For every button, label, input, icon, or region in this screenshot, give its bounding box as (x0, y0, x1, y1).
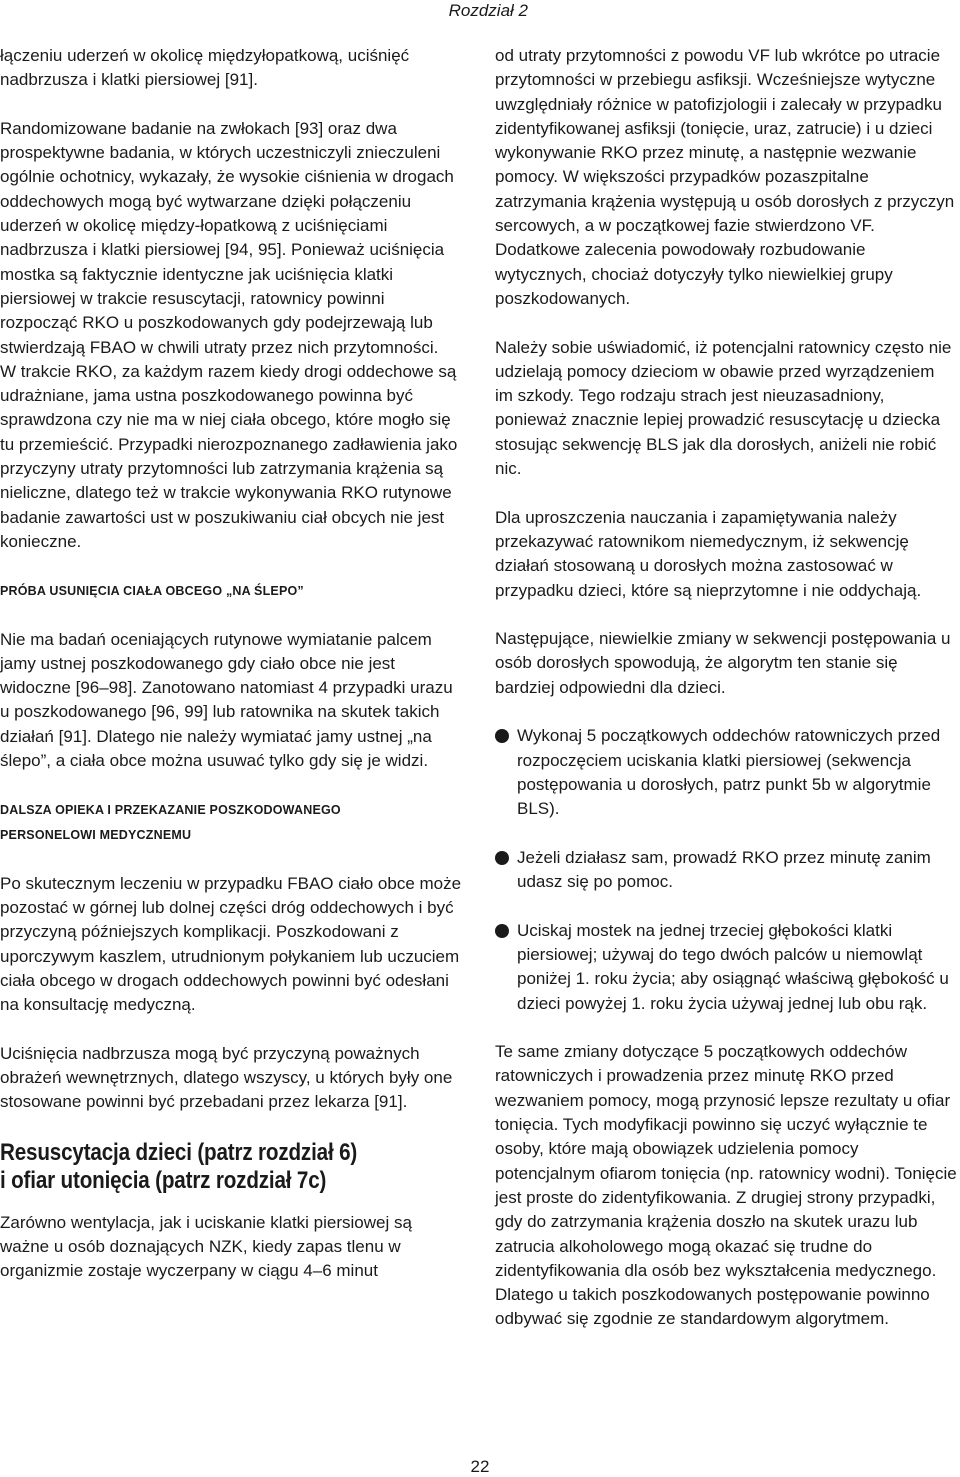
paragraph: W trakcie RKO, za każdym razem kiedy drogi oddechowe są udrażniane, jama ustna poszkodowanego powinna być sprawdzona czy nie ma w niej ciała obcego, które mogło się tu przemieścić. Przypadki nierozpoznanego zadławienia jako przyczyny utraty przytomności lub zatrzymania krążenia są nieliczne, dlatego też w trakcie wykonywania RKO rutynowe badanie zawartości ust w poszukiwaniu ciał obcych nie jest konieczne. (0, 361, 458, 551)
subheading-blind-sweep: PRÓBA USUNIĘCIA CIAŁA OBCEGO „NA ŚLEPO” (0, 583, 304, 598)
list-item-text: Wykonaj 5 początkowych oddechów ratowniczych przed rozpoczęciem uciskania klatki piersiowej (sekwencja postępowania u dorosłych, patrz punkt 5b w algorytmie BLS). (517, 726, 941, 819)
section-title-line: i ofiar utonięcia (patrz rozdział 7c) (0, 1166, 327, 1194)
paragraph: Randomizowane badanie na zwłokach [93] oraz dwa prospektywne badania, w których uczestniczyli znieczuleni ogólnie ochotnicy, wykazały, że wysokie ciśnienia w drogach oddechowych mogą być wytwarzane dzięki połączeniu uderzeń w okolicę między-łopatkową z uciśnięciami nadbrzusza i klatki piersiowej [94, 95]. Ponieważ uciśnięcia mostka są faktycznie identyczne jak uciśnięcia klatki piersiowej w trakcie resuscytacji, ratownicy powinni rozpocząć RKO u poszkodowanych gdy podejrzewają lub stwierdzają FBAO w chwili utraty przez nich przytomności. (0, 118, 454, 357)
left-column (0, 44, 462, 1308)
paragraph: od utraty przytomności z powodu VF lub wkrótce po utracie przytomności w przebiegu asfiksji. Wcześniejsze wytyczne uwzględniały różnice w patofizjologii i zalecały w przypadku zidentyfikowanej asfiksji (tonięcie, uraz, zatrucie) i u dzieci wykonywanie RKO przez minutę, a następnie wezwanie pomocy. W większości przypadków pozaszpitalne zatrzymania krążenia występują u osób dorosłych z przyczyn sercowych, a w początkowej fazie stwierdzono VF. Dodatkowe zalecenia powodowały rozbudowanie wytycznych, chociaż dotyczyły tylko niewielkiej grupy poszkodowanych. (495, 46, 955, 308)
subheading-line: PERSONELOWI MEDYCZNEMU (0, 827, 192, 842)
page-number: 22 (470, 1457, 490, 1476)
list-item (495, 846, 957, 895)
paragraph: Należy sobie uświadomić, iż potencjalni ratownicy często nie udzielają pomocy dzieciom w obawie przed wyrządzeniem im szkody. Tego rodzaju strach jest nieuzasadniony, ponieważ znacznie lepiej prowadzić resuscytację u dziecka stosując sekwencję BLS jak dla dorosłych, aniżeli nie robić nic. (495, 337, 952, 479)
paragraph: Dla uproszczenia nauczania i zapamiętywania należy przekazywać ratownikom niemedycznym, iż sekwencję działań stosowaną u dorosłych można zastosować w przypadku dzieci, które są nieprzytomne i nie oddychają. (495, 507, 922, 600)
bullet-list (495, 724, 957, 1016)
list-item (495, 919, 957, 1016)
chapter-header: Rozdział 2 (448, 1, 528, 20)
paragraph: Uciśnięcia nadbrzusza mogą być przyczyną poważnych obrażeń wewnętrznych, dlatego wszyscy, u których były one stosowane powinni być przebadani przez lekarza [91]. (0, 1043, 453, 1112)
paragraph: Następujące, niewielkie zmiany w sekwencji postępowania u osób dorosłych spowodują, że algorytm ten stanie się bardziej odpowiedni dla dzieci. (495, 629, 951, 697)
bullet-icon (495, 729, 509, 743)
paragraph: Nie ma badań oceniających rutynowe wymiatanie palcem jamy ustnej poszkodowanego gdy ciało obce nie jest widoczne [96–98]. Zanotowano natomiast 4 przypadki urazu u poszkodowanego [96, 99] lub ratownika na skutek takich działań [91]. Dlatego nie należy wymiatać jamy ustnej „na ślepo”, a ciała obce można usuwać tylko gdy się je widzi. (0, 629, 453, 771)
list-item-text: Uciskaj mostek na jednej trzeciej głębokości klatki piersiowej; używaj do tego dwóch palców u niemowląt poniżej 1. roku życia; aby osiągnąć właściwą głębokość u dzieci powyżej 1. roku życia używaj jednej lub obu rąk. (517, 920, 949, 1013)
paragraph: Te same zmiany dotyczące 5 początkowych oddechów ratowniczych i prowadzenia przez minutę RKO przed wezwaniem pomocy, mogą przynosić lepsze rezultaty u ofiar tonięcia. Tych modyfikacji powinno się uczyć wyłącznie te osoby, które mają obowiązek udzielenia pomocy potencjalnym ofiarom tonięcia (np. ratownicy wodni). Tonięcie jest proste do zidentyfikowania. Z drugiej strony przypadki, gdy do zatrzymania krążenia doszło na skutek urazu lub zatrucia alkoholowego mogą okazać się trudne do zidentyfikowania dla osób bez wykształcenia medycznego. Dlatego u takich poszkodowanych postępowanie powinno odbywać się zgodnie ze standardowym algorytmem. (495, 1042, 957, 1329)
section-title-line: Resuscytacja dzieci (patrz rozdział 6) (0, 1138, 358, 1166)
bullet-icon (495, 924, 509, 938)
right-column (495, 44, 957, 1356)
list-item (495, 724, 957, 821)
paragraph: łączeniu uderzeń w okolicę międzyłopatkową, uciśnięć nadbrzusza i klatki piersiowej [91]. (0, 46, 410, 90)
paragraph: Po skutecznym leczeniu w przypadku FBAO ciało obce może pozostać w górnej lub dolnej części dróg oddechowych i być przyczyną późniejszych komplikacji. Poszkodowani z uporczywym kaszlem, utrudnionym połykaniem lub uczuciem ciała obcego w drogach oddechowych powinni być odesłani na konsultację medyczną. (0, 873, 462, 1015)
list-item-text: Jeżeli działasz sam, prowadź RKO przez minutę zanim udasz się po pomoc. (517, 847, 931, 892)
bullet-icon (495, 851, 509, 865)
section-title (0, 1139, 397, 1195)
paragraph: Zarówno wentylacja, jak i uciskanie klatki piersiowej są ważne u osób doznających NZK, kiedy zapas tlenu w organizmie zostaje wyczerpany w ciągu 4–6 minut (0, 1212, 412, 1281)
subheading-line: DALSZA OPIEKA I PRZEKAZANIE POSZKODOWANEGO (0, 802, 341, 817)
subheading-aftercare (0, 798, 462, 848)
